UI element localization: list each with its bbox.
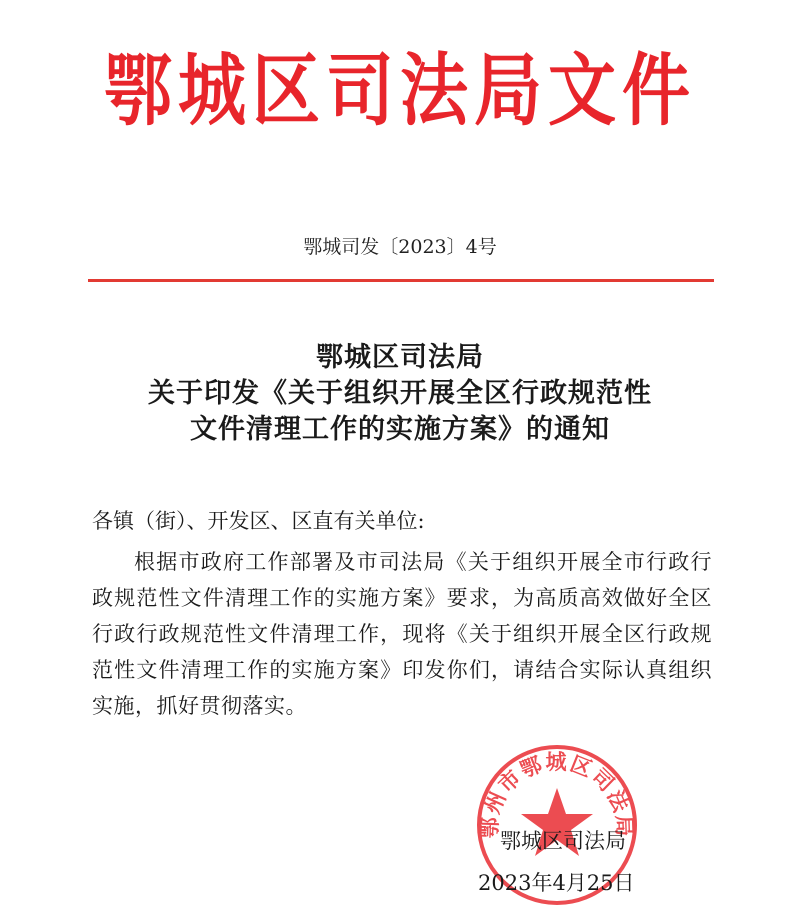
title-line-2: 关于印发《关于组织开展全区行政规范性	[148, 378, 652, 409]
document-number: 鄂城司发〔2023〕4号	[303, 236, 497, 258]
signature-organization: 鄂城区司法局	[500, 829, 626, 853]
notice-title	[0, 340, 800, 448]
document-header-title: 鄂城区司法局文件	[103, 45, 696, 138]
seal-text: 鄂州市鄂城区司法局	[476, 749, 638, 839]
salutation: 各镇（街）、开发区、区直有关单位:	[92, 509, 425, 533]
red-divider-line	[88, 279, 714, 282]
signature-date: 2023年4月25日	[478, 871, 635, 895]
title-line-1: 鄂城区司法局	[316, 342, 484, 373]
body-paragraph: 根据市政府工作部署及市司法局《关于组织开展全市行政行政规范性文件清理工作的实施方案》要求，为高质高效做好全区行政行政规范性文件清理工作，现将《关于组织开展全区行政规范性文件清理工作的实施方案》印发你们，请结合实际认真组织实施，抓好贯彻落实。	[92, 550, 712, 718]
title-line-3: 文件清理工作的实施方案》的通知	[190, 414, 610, 445]
